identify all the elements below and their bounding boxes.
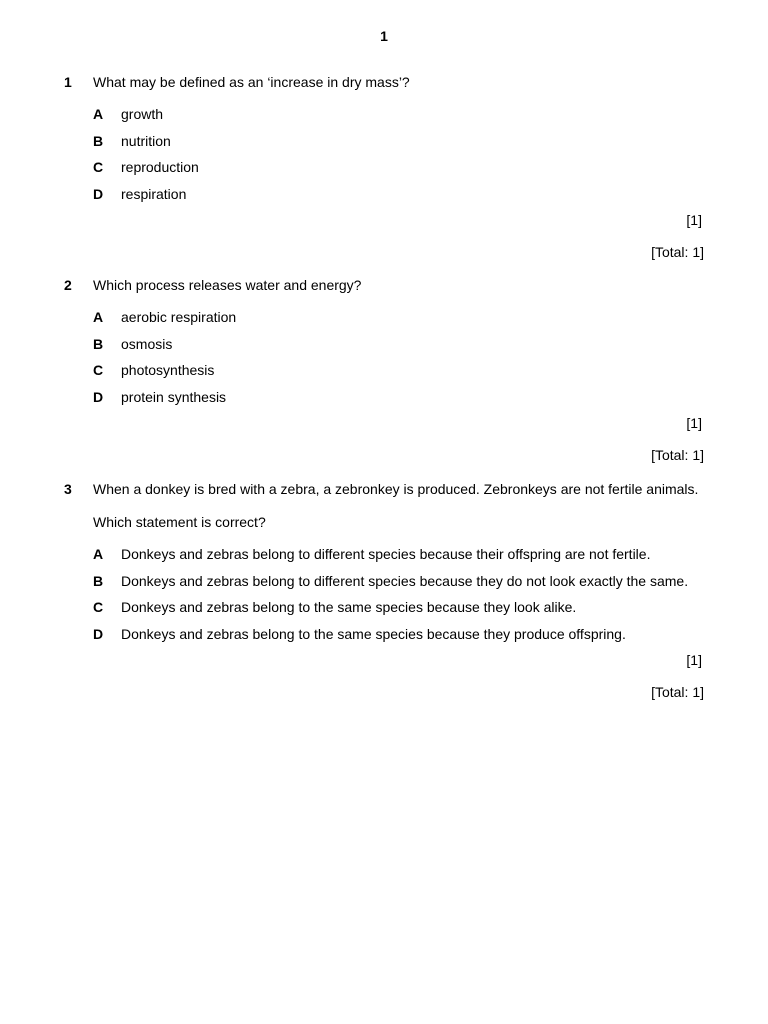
option-d	[64, 387, 704, 407]
option-letter: A	[93, 106, 104, 122]
question-1	[64, 72, 704, 262]
option-c	[64, 157, 704, 177]
option-letter: D	[93, 388, 104, 405]
option-text: reproduction	[121, 159, 199, 175]
option-c	[64, 360, 704, 380]
option-b	[64, 571, 704, 591]
total-marks: [Total: 1]	[651, 684, 704, 700]
option-b	[64, 334, 704, 354]
option-letter: B	[93, 572, 104, 589]
question-number: 2	[64, 277, 72, 293]
total-marks: [Total: 1]	[651, 244, 704, 260]
question-3	[64, 479, 704, 702]
option-b	[64, 131, 704, 151]
option-letter: A	[93, 546, 104, 562]
option-d	[64, 624, 704, 644]
option-a	[64, 104, 704, 124]
option-text: nutrition	[121, 132, 171, 149]
question-prompt: Which statement is correct?	[93, 514, 266, 530]
option-letter: C	[93, 599, 104, 615]
question-2	[64, 275, 704, 465]
option-text: aerobic respiration	[121, 309, 237, 325]
mark-allocation: [1]	[686, 415, 702, 431]
option-letter: B	[93, 335, 104, 352]
question-stem	[64, 275, 704, 295]
answer-options	[64, 307, 704, 407]
option-letter: B	[93, 132, 104, 149]
answer-options	[64, 104, 704, 204]
question-stem	[64, 72, 704, 92]
option-text: photosynthesis	[121, 362, 215, 378]
option-d	[64, 184, 704, 204]
option-letter: D	[93, 625, 104, 642]
mark-allocation: [1]	[686, 652, 702, 668]
option-text: protein synthesis	[121, 388, 227, 405]
answer-options	[64, 544, 704, 644]
question-text: What may be defined as an ‘increase in dry mass’?	[93, 74, 410, 90]
option-text: Donkeys and zebras belong to different species because they do not look exactly the same.	[121, 572, 689, 589]
question-number: 3	[64, 481, 72, 497]
option-text: Donkeys and zebras belong to the same species because they look alike.	[121, 599, 577, 615]
option-text: respiration	[121, 185, 187, 202]
option-text: osmosis	[121, 335, 173, 352]
option-a	[64, 307, 704, 327]
option-text: Donkeys and zebras belong to the same species because they produce offspring.	[121, 625, 626, 642]
question-text: Which process releases water and energy?	[93, 277, 362, 293]
question-stem	[64, 479, 704, 499]
option-a	[64, 544, 704, 564]
option-letter: C	[93, 159, 104, 175]
total-marks: [Total: 1]	[651, 447, 704, 463]
option-letter: D	[93, 185, 104, 202]
option-letter: C	[93, 362, 104, 378]
option-text: growth	[121, 106, 164, 122]
page-number: 1	[380, 28, 388, 44]
question-number: 1	[64, 74, 72, 90]
question-text: When a donkey is bred with a zebra, a zebronkey is produced. Zebronkeys are not fertile animals.	[93, 481, 699, 497]
option-c	[64, 597, 704, 617]
option-letter: A	[93, 309, 104, 325]
mark-allocation: [1]	[686, 212, 702, 228]
option-text: Donkeys and zebras belong to different species because their offspring are not fertile.	[121, 546, 651, 562]
